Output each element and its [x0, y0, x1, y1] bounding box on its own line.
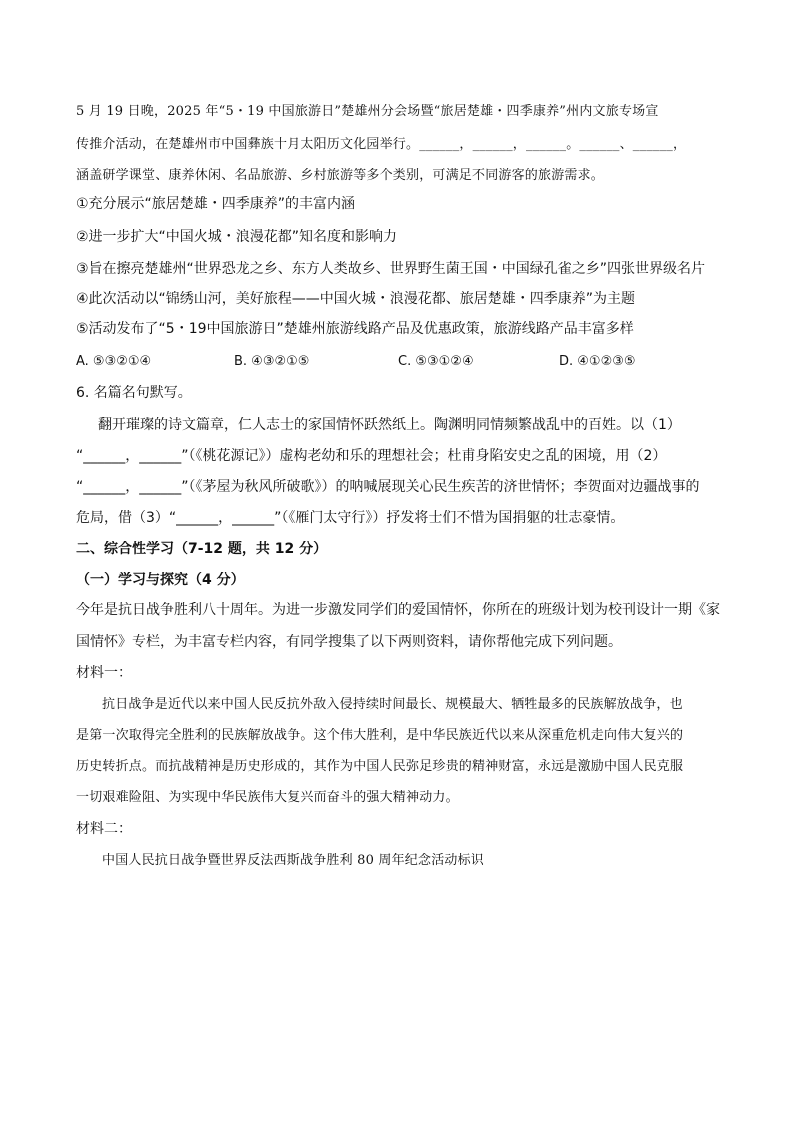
section2-intro-line-1: 今年是抗日战争胜利八十周年。为进一步激发同学们的爱国情怀，你所在的班级计划为校刊设计一期《家 [76, 602, 720, 618]
sentence-2: ②进一步扩大“中国火城・浪漫花都”知名度和影响力 [76, 229, 398, 245]
option-c: C. ⑤③①②④ [398, 354, 474, 369]
material1-line-1: 抗日战争是近代以来中国人民反抗外敌入侵持续时间最长、规模最大、牺牲最多的民族解放战争，也 [102, 697, 683, 712]
sentence-4: ④此次活动以“锦绣山河，美好旅程——中国火城・浪漫花都、旅居楚雄・四季康养”为主题 [76, 291, 636, 307]
material2-caption: 中国人民抗日战争暨世界反法西斯战争胜利 80 周年纪念活动标识 [102, 853, 485, 868]
passage5-line-1: 5 月 19 日晚，2025 年“5・19 中国旅游日”楚雄州分会场暨“旅居楚雄・四季康养”州内文旅专场宣 [76, 104, 659, 119]
option-a: A. ⑤③②①④ [76, 354, 152, 369]
q6-heading: 6. 名篇名句默写。 [76, 385, 192, 401]
sentence-3: ③旨在擦亮楚雄州“世界恐龙之乡、东方人类故乡、世界野生菌王国・中国绿孔雀之乡”四张世界级名片 [76, 261, 706, 277]
option-d: D. ④①②③⑤ [559, 354, 636, 369]
section2-intro-line-2: 国情怀》专栏，为丰富专栏内容，有同学搜集了以下两则资料，请你帮他完成下列问题。 [76, 634, 622, 650]
material1-label: 材料一： [76, 665, 132, 681]
q6-line-4: 危局，借（3）“______，______”（《雁门太守行》）抒发将士们不惜为国捐躯的壮志豪情。 [76, 510, 625, 526]
q6-line-1: 翻开璀璨的诗文篇章，仁人志士的家国情怀跃然纸上。陶渊明同情频繁战乱中的百姓。以（1） [98, 417, 681, 433]
section2-heading: 二、综合性学习（7-12 题，共 12 分） [76, 541, 328, 557]
material2-label: 材料二： [76, 821, 132, 837]
q6-line-3: “______，______”（《茅屋为秋风所破歌》）的呐喊展现关心民生疾苦的济世情怀；李贺面对边疆战事的 [76, 479, 700, 495]
passage5-line-3: 涵盖研学课堂、康养休闲、名品旅游、乡村旅游等多个类别，可满足不同游客的旅游需求。 [76, 168, 605, 183]
sentence-1: ①充分展示“旅居楚雄・四季康养”的丰富内涵 [76, 196, 356, 212]
section2-subheading: （一）学习与探究（4 分） [76, 572, 245, 588]
material1-line-4: 一切艰难险阻、为实现中华民族伟大复兴而奋斗的强大精神动力。 [76, 790, 459, 805]
material1-line-3: 历史转折点。而抗战精神是历史形成的，其作为中国人民弥足珍贵的精神财富，永远是激励中国人民克服 [76, 759, 684, 774]
option-b: B. ④③②①⑤ [234, 354, 310, 369]
sentence-5: ⑤活动发布了“5・19中国旅游日”楚雄州旅游线路产品及优惠政策，旅游线路产品丰富多样 [76, 321, 634, 337]
passage5-line-2: 传推介活动，在楚雄州市中国彝族十月太阳历文化园举行。______，______，______。______、______， [76, 137, 687, 152]
material1-line-2: 是第一次取得完全胜利的民族解放战争。这个伟大胜利，是中华民族近代以来从深重危机走向伟大复兴的 [76, 728, 684, 743]
q6-line-2: “______，______”（《桃花源记》）虚构老幼和乐的理想社会；杜甫身陷安史之乱的困境，用（2） [76, 448, 667, 464]
